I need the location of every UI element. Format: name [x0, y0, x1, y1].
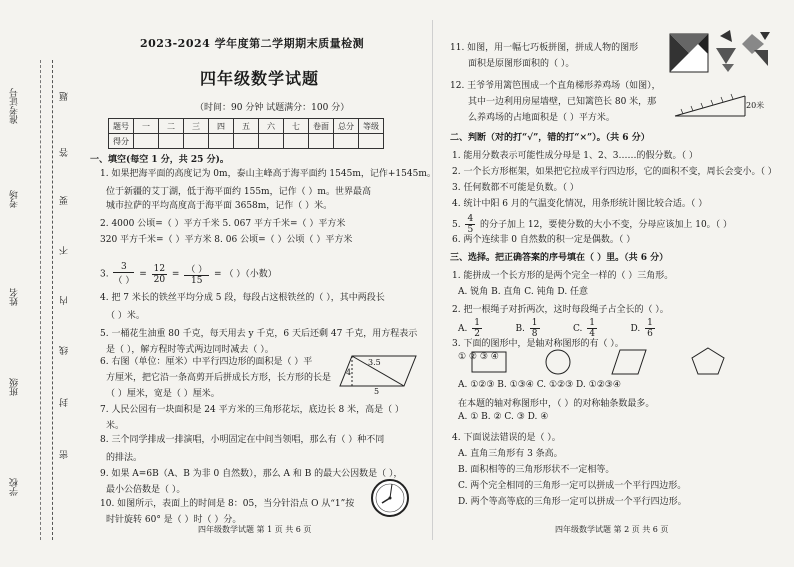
score-table-score-row [109, 134, 384, 149]
question-line: B. 面积相等的三角形形状不一定相等。 [458, 465, 615, 475]
score-cell: 总分 [334, 119, 359, 134]
question-line: 7. 人民公园有一块面积是 24 平方米的三角形花坛，底边长 8 米，高是（ ） [100, 405, 404, 415]
question-line: 5. $\frac{4}{5}$ 的分子加上 12，要使分数的大小不变，分母应该加上 10。（ ） [452, 214, 733, 235]
score-input-cell[interactable] [259, 134, 284, 149]
section-judge-heading: 二、判断（对的打“√”，错的打“×”）。（共 6 分） [450, 133, 650, 143]
score-input-cell[interactable] [159, 134, 184, 149]
score-cell: 二 [159, 119, 184, 134]
score-cell: 一 [134, 119, 159, 134]
page-divider [432, 20, 433, 540]
fraction-2: $\frac{12}{20}$ [153, 263, 166, 285]
question-line: 米。 [106, 421, 125, 431]
score-cell: 三 [184, 119, 209, 134]
seal-char: 内 [60, 296, 70, 305]
exam-no-label: 准考证号 [10, 88, 20, 124]
score-cell: 五 [234, 119, 259, 134]
q3-fraction-chain: 3. 3 （ ） = $\frac{12}{20}$ = （ ） 15 = （ ）（小数） [100, 262, 277, 286]
question-line: 是（ ），解方程时等式两边同时减去（ ）。 [106, 345, 274, 355]
question-line: 面积是原图形面积的（ ）。 [468, 59, 575, 69]
question-line: 9. 如果 A=6B（A、B 为非 0 自然数），那么 A 和 B 的最大公因数是（ ）， [100, 469, 403, 479]
question-line: 12. 王爷爷用篱笆围成一个直角梯形养鸡场（如图）， [450, 81, 661, 91]
question-line: 3. 下面的图形中，是轴对称图形的有（ ）。 [452, 339, 624, 349]
question-line: 4. 下面说法错误的是（ ）。 [452, 433, 561, 443]
shape-4-pentagon [690, 346, 730, 376]
choice-b-fraction: $\frac{1}{8}$ [531, 318, 538, 339]
shape-2-circle [540, 348, 580, 378]
score-input-cell[interactable] [184, 134, 209, 149]
question-line: 6. 两个连续非 0 自然数的积一定是偶数。（ ） [452, 235, 636, 245]
question-line: 在本题的轴对称图形中，（ ）的对称轴条数最多。 [458, 399, 655, 409]
question-line: A. 直角三角形有 3 条高。 [458, 449, 563, 459]
seal-char: 题 [60, 92, 70, 101]
binding-margin [0, 0, 80, 567]
question-line: D. 两个等高等底的三角形一定可以拼成一个平行四边形。 [458, 497, 687, 507]
question-line: ① ② ③ ④ [458, 352, 499, 362]
right-page-footer: 四年级数学试题 第 2 页 共 6 页 [555, 525, 669, 534]
class-label: 班级 [10, 378, 20, 396]
question-line: 城市拉萨的平均高度高于海平面 3658m，记作（ ）米。 [106, 201, 333, 211]
score-cell: 题号 [109, 119, 134, 134]
question-line: （ ）厘米，宽是（ ）厘米。 [106, 389, 220, 399]
exam-time-info: （时间：90 分钟 试题满分：100 分） [195, 103, 350, 113]
question-line: （ ）米。 [106, 311, 145, 321]
question-line: 时针旋转 60° 是（ ）时（ ）分。 [106, 515, 242, 525]
choice-d-fraction: $\frac{1}{6}$ [647, 318, 653, 339]
figure-label-top: 3.5 [368, 358, 381, 367]
school-label: 学校 [10, 478, 20, 496]
score-input-cell[interactable] [134, 134, 159, 149]
question-line: A. 锐角 B. 直角 C. 钝角 D. 任意 [458, 287, 589, 297]
question-line: 3. 任何数都不可能是负数。（ ） [452, 183, 579, 193]
question-line: 320 平方千米=（ ）平方米 8. 06 公顷=（ ）公顷（ ）平方米 [100, 235, 353, 245]
section-fill-blank-heading: 一、填空(每空 1 分，共 25 分)。 [90, 155, 229, 165]
question-line: C. 两个完全相同的三角形一定可以拼成一个平行四边形。 [458, 481, 687, 491]
q5-fraction: $\frac{4}{5}$ [467, 214, 474, 235]
figure-label-left: 4 [346, 368, 352, 377]
question-line: 1. 如果把海平面的高度记为 0m，泰山主峰高于海平面约 1545m，记作+1545m。 [100, 169, 436, 179]
exam-title: 四年级数学试题 [200, 69, 320, 88]
score-table [108, 118, 384, 149]
clock-figure [370, 478, 410, 518]
choice-a-fraction: $\frac{1}{2}$ [474, 318, 480, 339]
exam-subtitle: 2023-2024 学年度第二学期期末质量检测 [140, 37, 365, 50]
binding-line-inner [52, 60, 53, 540]
tangram-figure [670, 30, 780, 74]
score-cell: 四 [209, 119, 234, 134]
score-input-cell[interactable] [359, 134, 384, 149]
score-cell: 得分 [109, 134, 134, 149]
question-line: 位于新疆的艾丁湖，低于海平面约 155m，记作（ ）m。世界最高 [106, 187, 371, 197]
score-input-cell[interactable] [334, 134, 359, 149]
question-line: A. $\frac{1}{2}$ B. $\frac{1}{8}$ C. $\frac{1}{4}$ D. $\frac{1}{6}$ [458, 318, 653, 339]
figure-label-bottom: 5 [374, 387, 380, 396]
shape-1-rect [470, 348, 510, 378]
question-line: 2. 一个长方形框架，如果把它拉成平行四边形，它的面积不变，周长会变小。（ ） [452, 167, 777, 177]
choice-c-fraction: $\frac{1}{4}$ [589, 318, 596, 339]
score-table-header-row [109, 119, 384, 134]
seal-char: 封 [60, 398, 70, 407]
name-label: 姓名 [10, 288, 20, 306]
score-input-cell[interactable] [284, 134, 309, 149]
score-cell: 六 [259, 119, 284, 134]
question-line: 2. 把一根绳子对折两次，这时每段绳子占全长的（ ）。 [452, 305, 669, 315]
question-line: 方厘米，把它沿一条高剪开后拼成长方形，长方形的长是 [106, 373, 332, 383]
seal-char: 答 [60, 148, 70, 157]
score-cell: 卷面 [309, 119, 334, 134]
question-line: 的排法。 [106, 453, 143, 463]
score-cell: 等级 [359, 119, 384, 134]
score-input-cell[interactable] [234, 134, 259, 149]
seal-char: 要 [60, 196, 70, 205]
venue-label: 考场 [10, 190, 20, 208]
question-line: 么养鸡场的占地面积是（ ）平方米。 [468, 113, 615, 123]
question-line: 10. 如图所示，表面上的时间是 8：05，当分针沿点 O 从“1”按 [100, 499, 355, 509]
question-line: 其中一边利用房屋墙壁，已知篱笆长 80 米，那 [468, 97, 657, 107]
question-line: 2. 4000 公顷=（ ）平方千米 5. 067 平方千米=（ ）平方米 [100, 219, 346, 229]
score-input-cell[interactable] [209, 134, 234, 149]
question-line: 4. 统计中阳 6 月的气温变化情况，用条形统计图比较合适。（ ） [452, 199, 708, 209]
trapezoid-label: 20米 [746, 101, 765, 110]
question-line: 5. 一桶花生油重 80 千克，每天用去 y 千克，6 天后还剩 47 千克，用方程表示 [100, 329, 418, 339]
shape-3-parallelogram [610, 348, 650, 378]
score-input-cell[interactable] [309, 134, 334, 149]
seal-char: 不 [60, 246, 70, 255]
question-line: 最小公倍数是（ ）。 [106, 485, 186, 495]
question-line: 1. 能拼成一个长方形的是两个完全一样的（ ）三角形。 [452, 271, 674, 281]
question-line: 11. 如图，用一幅七巧板拼图，拼成人物的图形 [450, 43, 639, 53]
question-line: 1. 能用分数表示可能性成分母是 1、2、3……的假分数。（ ） [452, 151, 698, 161]
binding-line-outer [40, 60, 41, 540]
question-line: A. ①②③ B. ①③④ C. ①②③ D. ①②③④ [458, 380, 621, 390]
seal-char: 线 [60, 346, 70, 355]
seal-char: 密 [60, 450, 70, 459]
fraction-3: （ ） 15 [184, 262, 209, 286]
section-choice-heading: 三、选择。把正确答案的序号填在（ ）里。（共 6 分） [450, 253, 669, 263]
question-line: A. ① B. ② C. ③ D. ④ [458, 412, 549, 422]
question-line: 6. 右图（单位：厘米）中平行四边形的面积是（ ）平 [100, 357, 313, 367]
score-cell: 七 [284, 119, 309, 134]
left-page-footer: 四年级数学试题 第 1 页 共 6 页 [198, 525, 312, 534]
question-line: 8. 三个同学排成一排演唱，小明固定在中间当领唱，那么有（ ）种不同 [100, 435, 385, 445]
fraction-1: 3 （ ） [113, 262, 135, 286]
question-line: 4. 把 7 米长的铁丝平均分成 5 段，每段占这根铁丝的（ ），其中两段长 [100, 293, 385, 303]
